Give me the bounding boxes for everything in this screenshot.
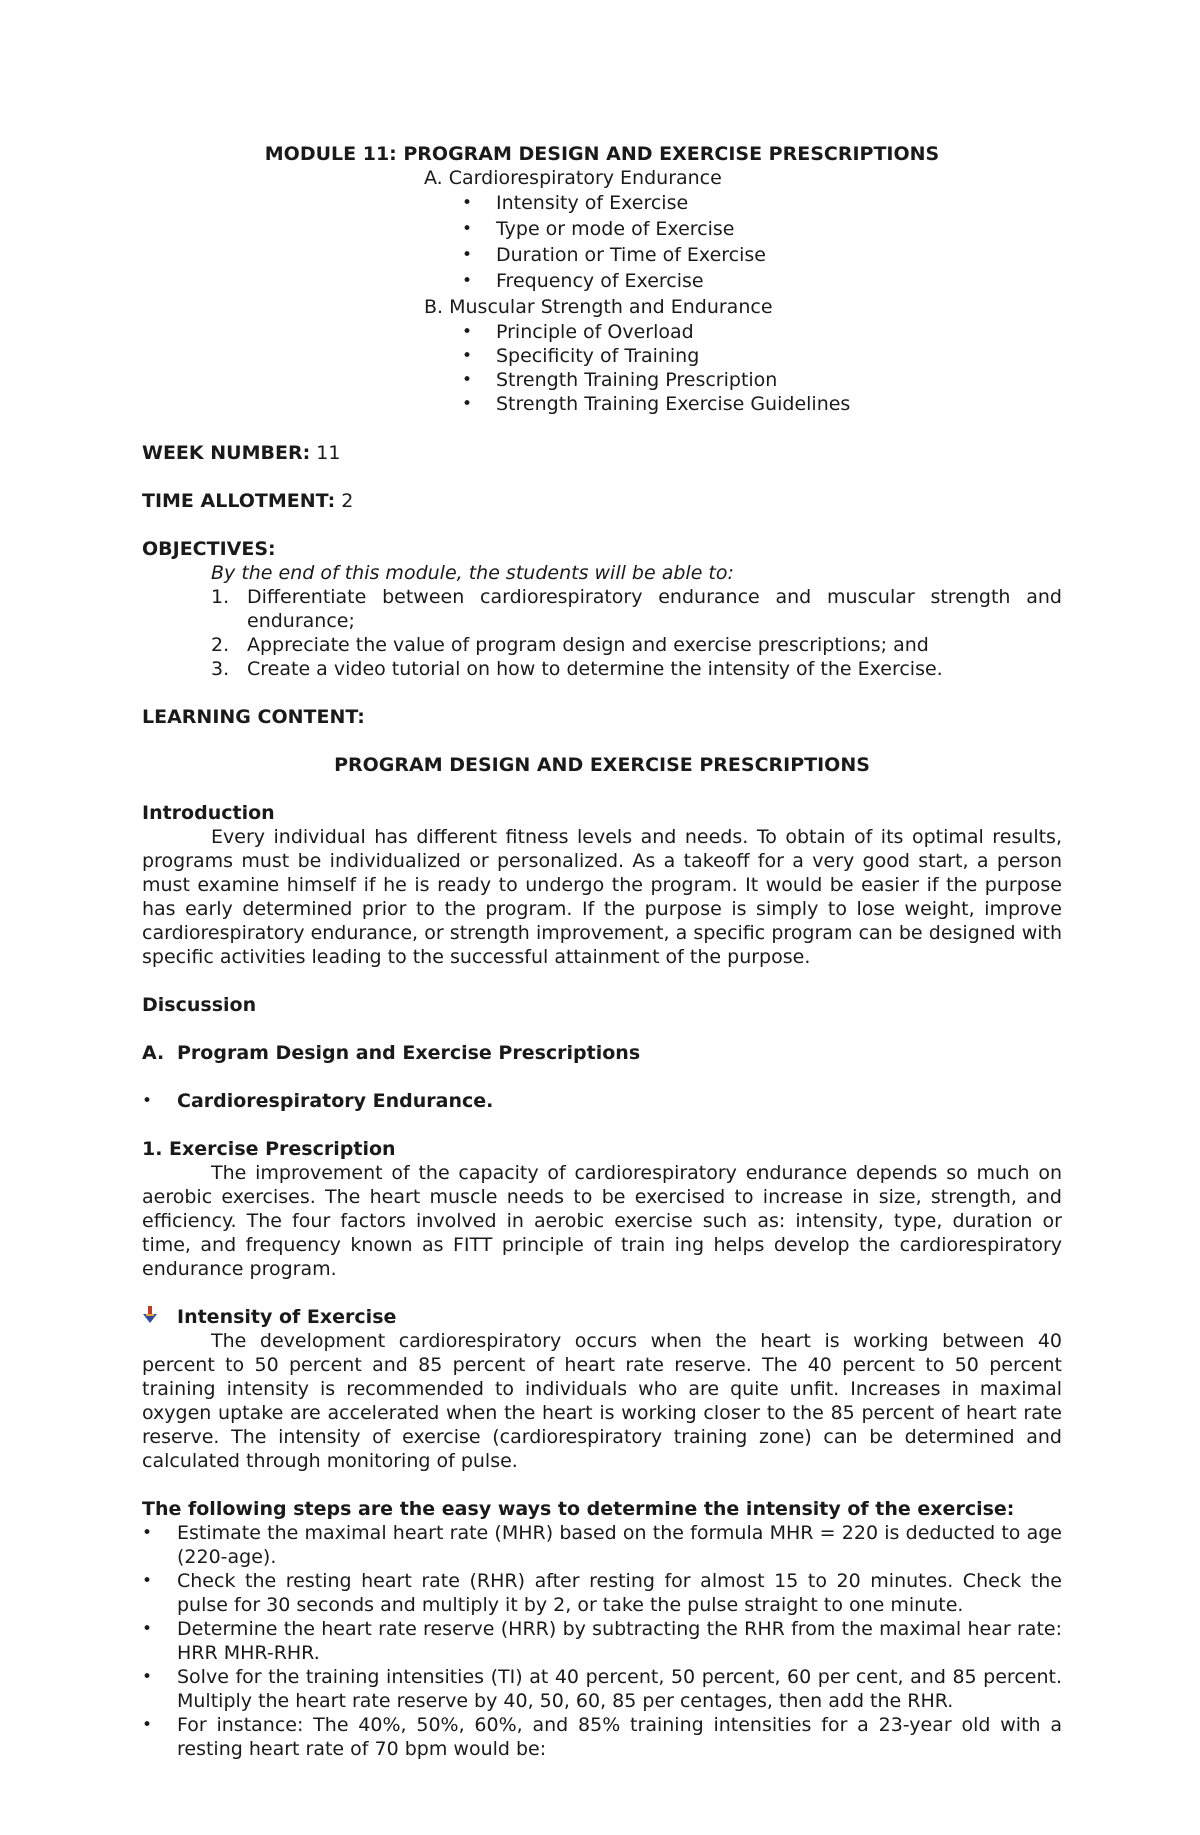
step-item: Estimate the maximal heart rate (MHR) based on the formula MHR = 220 is deducted to age (220-age). bbox=[177, 1522, 1062, 1568]
step-item: For instance: The 40%, 50%, 60%, and 85% training intensities for a 23-year old with a resting heart rate of 70 bpm would be: bbox=[177, 1714, 1062, 1760]
list-bullet: • bbox=[142, 1619, 153, 1639]
list-bullet: • bbox=[462, 245, 473, 265]
list-item: Principle of Overload bbox=[496, 321, 694, 343]
list-bullet: • bbox=[462, 193, 473, 213]
objective-number: 1. bbox=[211, 586, 230, 608]
objective-number: 3. bbox=[211, 658, 230, 680]
list-bullet: • bbox=[462, 346, 473, 366]
arrow-bullet-icon bbox=[142, 1306, 158, 1324]
learning-content-title: PROGRAM DESIGN AND EXERCISE PRESCRIPTIONS bbox=[334, 754, 870, 776]
objective-item: Create a video tutorial on how to determine the intensity of the Exercise. bbox=[247, 658, 943, 680]
steps-heading: The following steps are the easy ways to determine the intensity of the exercise: bbox=[142, 1498, 1015, 1520]
list-item: Strength Training Exercise Guidelines bbox=[496, 393, 851, 415]
list-bullet: • bbox=[462, 271, 473, 291]
discussion-a-heading: Program Design and Exercise Prescriptions bbox=[177, 1042, 641, 1064]
objective-item: Appreciate the value of program design and exercise prescriptions; and bbox=[247, 634, 929, 656]
list-bullet: • bbox=[462, 370, 473, 390]
step-item: Determine the heart rate reserve (HRR) by subtracting the RHR from the maximal hear rate: HRR MHR-RHR. bbox=[177, 1618, 1062, 1664]
arrow-bullet-top bbox=[148, 1306, 152, 1315]
section-b-heading: B. Muscular Strength and Endurance bbox=[424, 296, 773, 318]
discussion-heading: Discussion bbox=[142, 994, 257, 1016]
exercise-prescription-body: The improvement of the capacity of cardiorespiratory endurance depends so much on aerobic exercises. The heart muscle needs to be exercised to increase in size, strength, and efficiency. The four factors involved in aerobic exercise such as: intensity, type, duration or time, and frequency known as FITT principle of train ing helps develop the cardiorespiratory endurance program. bbox=[142, 1162, 1062, 1280]
list-bullet: • bbox=[142, 1571, 153, 1591]
list-bullet: • bbox=[462, 394, 473, 414]
section-a-heading: A. Cardiorespiratory Endurance bbox=[424, 167, 722, 189]
list-bullet: • bbox=[142, 1667, 153, 1687]
list-item: Frequency of Exercise bbox=[496, 270, 704, 292]
time-allotment-label: TIME ALLOTMENT: bbox=[142, 490, 336, 512]
week-number bbox=[142, 441, 340, 465]
list-bullet: • bbox=[142, 1523, 153, 1543]
arrow-bullet-accent bbox=[146, 1314, 154, 1316]
list-item: Type or mode of Exercise bbox=[496, 218, 735, 240]
list-bullet: • bbox=[462, 322, 473, 342]
intensity-body: The development cardiorespiratory occurs when the heart is working between 40 percent to 50 percent and 85 percent of heart rate reserve. The 40 percent to 50 percent training intensity is recommended to individuals who are quite unfit. Increases in maximal oxygen uptake are accelerated when the heart is working closer to the 85 percent of heart rate reserve. The intensity of exercise (cardiorespiratory training zone) can be determined and calculated through monitoring of pulse. bbox=[142, 1330, 1062, 1472]
discussion-a-number: A. bbox=[142, 1042, 165, 1064]
time-allotment bbox=[142, 489, 353, 513]
objectives-intro: By the end of this module, the students will be able to: bbox=[211, 562, 734, 584]
time-allotment-value: 2 bbox=[335, 490, 354, 512]
objective-number: 2. bbox=[211, 634, 230, 656]
objective-item: Differentiate between cardiorespiratory endurance and muscular strength and endurance; bbox=[247, 586, 1062, 632]
exercise-prescription-heading: 1. Exercise Prescription bbox=[142, 1138, 396, 1160]
introduction-body: Every individual has different fitness levels and needs. To obtain of its optimal results, programs must be individualized or personalized. As a takeoff for a very good start, a person must examine himself if he is ready to undergo the program. It would be easier if the purpose has early determined prior to the program. If the purpose is simply to lose weight, improve cardiorespiratory endurance, or strength improvement, a specific program can be designed with specific activities leading to the successful attainment of the purpose. bbox=[142, 826, 1062, 968]
objectives-heading: OBJECTIVES: bbox=[142, 538, 276, 560]
list-item: Specificity of Training bbox=[496, 345, 700, 367]
cardio-endurance-bullet: Cardiorespiratory Endurance. bbox=[177, 1090, 494, 1112]
list-bullet: • bbox=[142, 1715, 153, 1735]
list-item: Strength Training Prescription bbox=[496, 369, 778, 391]
introduction-heading: Introduction bbox=[142, 802, 275, 824]
week-number-label: WEEK NUMBER: bbox=[142, 442, 311, 464]
list-bullet: • bbox=[142, 1091, 153, 1111]
list-item: Intensity of Exercise bbox=[496, 192, 689, 214]
module-title: MODULE 11: PROGRAM DESIGN AND EXERCISE PRESCRIPTIONS bbox=[264, 143, 940, 165]
intensity-heading: Intensity of Exercise bbox=[177, 1306, 397, 1328]
step-item: Solve for the training intensities (TI) at 40 percent, 50 percent, 60 per cent, and 85 percent. Multiply the heart rate reserve by 40, 50, 60, 85 per centages, then add the RHR. bbox=[177, 1666, 1062, 1712]
learning-content-heading: LEARNING CONTENT: bbox=[142, 706, 365, 728]
week-number-value: 11 bbox=[310, 442, 341, 464]
list-bullet: • bbox=[462, 219, 473, 239]
list-item: Duration or Time of Exercise bbox=[496, 244, 766, 266]
step-item: Check the resting heart rate (RHR) after resting for almost 15 to 20 minutes. Check the pulse for 30 seconds and multiply it by 2, or take the pulse straight to one minute. bbox=[177, 1570, 1062, 1616]
